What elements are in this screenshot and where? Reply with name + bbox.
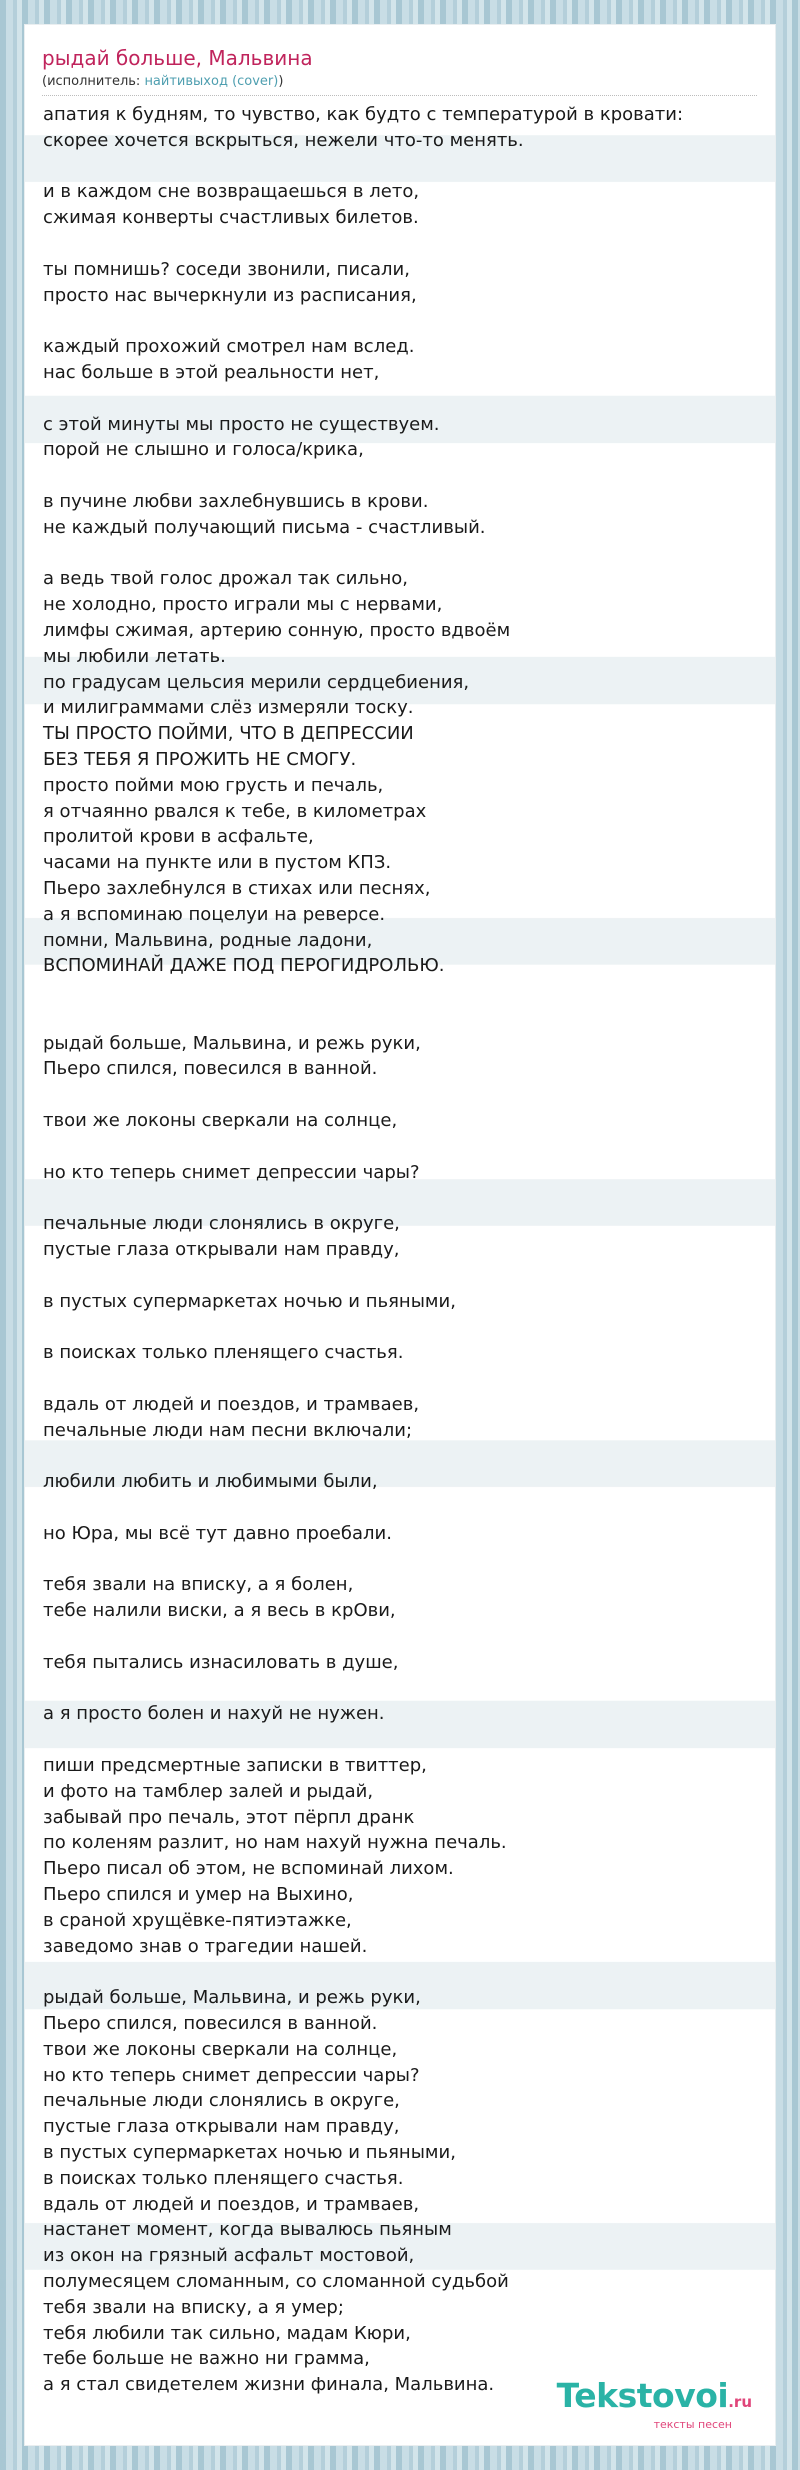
logo-name: Tekstovoi <box>556 2376 729 2415</box>
lyrics-text: апатия к будням, то чувство, как будто с температурой в кровати: скорее хочется вскрыться, нежели что-то менять. и в каждом сне возвращаешься в лето, сжимая конверты счастливых билетов. ты помнишь? соседи звонили, писали, просто нас вычеркнули из расписания, каждый прохожий смотрел нам вслед. нас больше в этой реальности нет, с этой минуты мы просто не существуем. порой не слышно и голоса/крика, в пучине любви захлебнувшись в крови. не каждый получающий письма - счастливый. а ведь твой голос дрожал так сильно, не холодно, просто играли мы с нервами, лимфы сжимая, артерию сонную, просто вдвоём мы любили летать. по градусам цельсия мерили сердцебиения, и милиграммами слёз измеряли тоску. ТЫ ПРОСТО ПОЙМИ, ЧТО В ДЕПРЕССИИ БЕЗ ТЕБЯ Я ПРОЖИТЬ НЕ СМОГУ. просто пойми мою грусть и печаль, я отчаянно рвался к тебе, в километрах пролитой крови в асфальте, часами на пункте или в пустом КПЗ. Пьеро захлебнулся в стихах или песнях, а я вспоминаю поцелуи на реверсе. помни, Мальвина, родные ладони, ВСПОМИНАЙ ДАЖЕ ПОД ПЕРОГИДРОЛЬЮ. рыдай больше, Мальвина, и режь руки, Пьеро спился, повесился в ванной. твои же локоны сверкали на солнце, но кто теперь снимет депрессии чары? печальные люди слонялись в округе, пустые глаза открывали нам правду, в пустых супермаркетах ночью и пьяными, в поисках только пленящего счастья. вдаль от людей и поездов, и трамваев, печальные люди нам песни включали; любили любить и любимыми были, но Юра, мы всё тут давно проебали. тебя звали на вписку, а я болен, тебе налили виски, а я весь в крОви, тебя пытались изнасиловать в душе, а я просто болен и нахуй не нужен. пиши предсмертные записки в твиттер, и фото на тамблер залей и рыдай, забывай про печаль, этот пёрпл дранк по коленям разлит, но нам нахуй нужна печаль. Пьеро писал об этом, не вспоминай лихом. Пьеро спился и умер на Выхино, в сраной хрущёвке-пятиэтажке, заведомо знав о трагедии нашей. рыдай больше, Мальвина, и режь руки, Пьеро спился, повесился в ванной. твои же локоны сверкали на солнце, но кто теперь снимет депрессии чары? печальные люди слонялись в округе, пустые глаза открывали нам правду, в пустых супермаркетах ночью и пьяными, в поисках только пленящего счастья. вдаль от людей и поездов, и трамваев, настанет момент, когда вывалюсь пьяным из окон на грязный асфальт мостовой, полумесяцем сломанным, со сломанной судьбой тебя звали на вписку, а я умер; тебя любили так сильно, мадам Кюри, тебе больше не важно ни грамма, а я стал свидетелем жизни финала, Мальвина. <box>43 104 684 2396</box>
artist-link[interactable]: найтивыход (cover) <box>144 74 279 89</box>
performer-prefix: (исполнитель: <box>42 74 145 89</box>
logo-suffix: .ru <box>728 2393 752 2411</box>
song-title: рыдай больше, Мальвина <box>42 46 313 70</box>
site-logo[interactable] <box>556 2376 752 2431</box>
performer-suffix: ) <box>278 74 284 89</box>
logo-tagline: тексты песен <box>653 2418 732 2431</box>
divider <box>42 95 757 96</box>
performer-line <box>42 73 775 91</box>
content <box>25 25 775 2398</box>
lyrics-card <box>25 25 775 2445</box>
